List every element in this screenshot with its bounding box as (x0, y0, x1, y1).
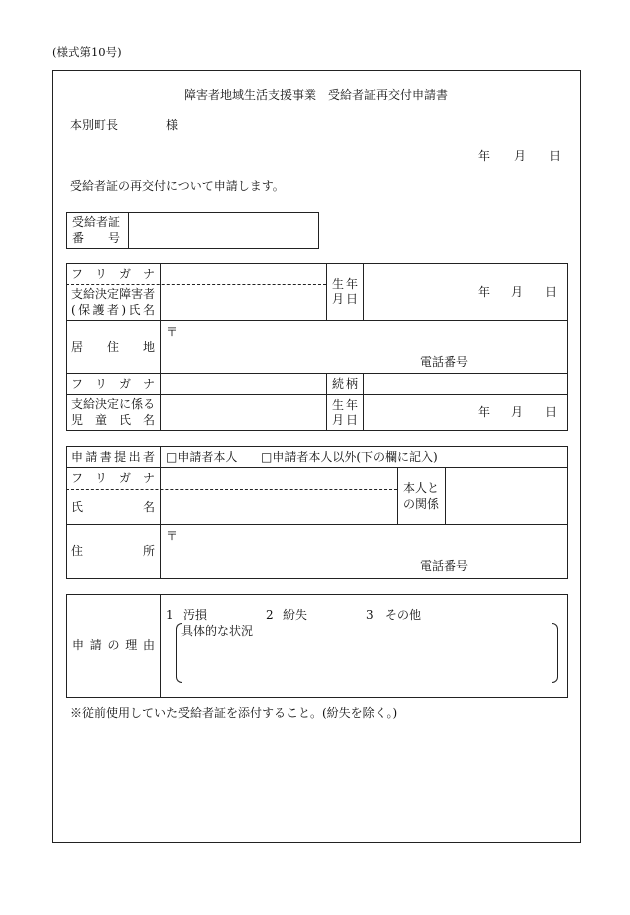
recipient-birth-label-divider-right (363, 263, 364, 320)
certificate-number-divider (128, 212, 129, 248)
reason-option-label: その他 (385, 608, 422, 622)
submitter-postal-mark: 〒 (166, 529, 179, 543)
submitter-label-column-divider (160, 446, 161, 578)
application-date-month: 月 (514, 149, 527, 163)
form-title: 障害者地域生活支援事業 受給者証再交付申請書 (183, 88, 448, 102)
relationship-label-line2: の関係 (402, 497, 439, 511)
child-middle-divider-left (326, 373, 327, 430)
submitter-phone-label: 電話番号 (420, 559, 469, 573)
recipient-birth-day: 日 (545, 285, 558, 299)
relationship-label-line1: 本人と (402, 481, 439, 495)
recipient-birth-month: 月 (511, 285, 524, 299)
child-name-label-line1: 支 給 決 定 に 係 る (71, 397, 156, 411)
submitter-address-divider (66, 524, 567, 525)
relationship-divider-left (397, 467, 398, 524)
submitter-name-label: 氏 名 (71, 500, 155, 514)
child-birth-day: 日 (545, 405, 558, 419)
submitter-furigana-label: フ リ ガ ナ (71, 471, 155, 485)
submitter-label: 申 請 書 提 出 者 (71, 450, 155, 464)
submitter-furigana-dashed-line (66, 489, 397, 490)
child-birth-label-line2: 月 日 (332, 413, 358, 427)
reason-option-number: 1 (166, 608, 174, 622)
certificate-number-label-line2: 番 号 (72, 231, 120, 245)
child-birth-month: 月 (511, 405, 524, 419)
application-date-day: 日 (549, 149, 562, 163)
child-birth-year: 年 (478, 405, 491, 419)
reason-option-label: 汚損 (183, 608, 208, 622)
addressee-honorific: 様 (166, 118, 179, 132)
submitter-option-self: □申請者本人 (166, 450, 238, 464)
recipient-name-label-line1: 支 給 決 定 障 害 者 (71, 287, 156, 301)
submitter-row-divider (66, 467, 567, 468)
residence-label: 居 住 地 (71, 340, 155, 354)
residence-postal-mark: 〒 (166, 325, 179, 339)
recipient-furigana-label: フ リ ガ ナ (71, 267, 155, 281)
application-statement: 受給者証の再交付について申請します。 (70, 179, 285, 193)
reason-label: 申 請 の 理 由 (72, 638, 155, 652)
child-relationship-label: 続 柄 (332, 377, 358, 391)
recipient-birth-label-divider-left (326, 263, 327, 320)
recipient-birth-label-line2: 月 日 (332, 292, 358, 306)
reason-option-label: 紛失 (283, 608, 308, 622)
details-bracket-right (552, 623, 558, 683)
child-birth-label-line1: 生 年 (332, 398, 358, 412)
form-number: (様式第10号) (52, 45, 122, 59)
recipient-label-column-divider (160, 263, 161, 430)
submitter-address-label: 住 所 (71, 544, 155, 558)
child-furigana-label: フ リ ガ ナ (71, 377, 155, 391)
residence-phone-label: 電話番号 (420, 355, 469, 369)
application-date-year: 年 (478, 149, 491, 163)
recipient-birth-year: 年 (478, 285, 491, 299)
details-label: 具体的な状況 (181, 624, 254, 638)
reason-option-number: 2 (266, 608, 274, 622)
recipient-name-label-line2: ( 保 護 者 ) 氏 名 (71, 303, 155, 317)
child-furigana-row-divider (66, 394, 567, 395)
recipient-birth-label-line1: 生 年 (332, 277, 358, 291)
certificate-number-label-line1: 受 給 者 証 (72, 215, 121, 229)
recipient-row-divider (66, 320, 567, 321)
child-name-label-line2: 児 童 氏 名 (71, 413, 155, 427)
relationship-divider-right (445, 467, 446, 524)
recipient-furigana-dashed-line (66, 284, 326, 285)
addressee-name: 本別町長 (70, 118, 119, 132)
attachment-note: ※従前使用していた受給者証を添付すること。(紛失を除く。) (70, 706, 398, 720)
address-row-divider (66, 373, 567, 374)
submitter-option-other: □申請者本人以外(下の欄に記入) (261, 450, 438, 464)
child-middle-divider-right (363, 373, 364, 430)
reason-option-number: 3 (366, 608, 374, 622)
reason-label-column-divider (160, 594, 161, 697)
